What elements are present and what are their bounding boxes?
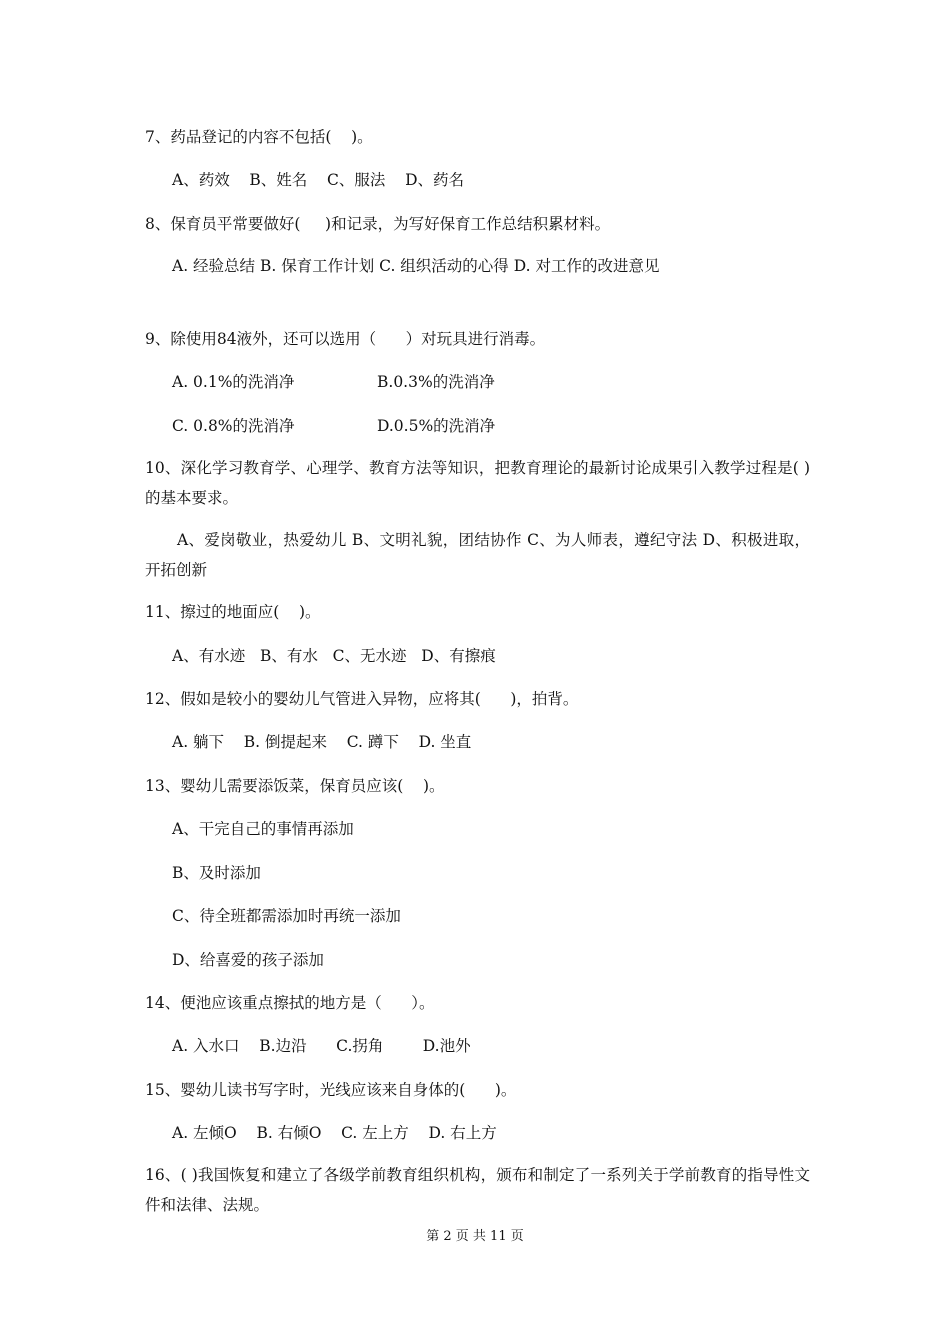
question-14-options: A. 入水口 B.边沿 C.拐角 D.池外: [172, 1037, 471, 1055]
question-16-stem: 16、( )我国恢复和建立了各级学前教育组织机构，颁布和制定了一系列关于学前教育的指导性文件和法律、法规。: [145, 1166, 810, 1214]
question-9-option-d: D.0.5%的洗消净: [377, 417, 496, 435]
question-15-options: A. 左倾O B. 右倾O C. 左上方 D. 右上方: [172, 1124, 497, 1142]
question-13-option-c: C、待全班都需添加时再统一添加: [172, 907, 401, 925]
question-8-options: A. 经验总结 B. 保育工作计划 C. 组织活动的心得 D. 对工作的改进意见: [172, 257, 660, 275]
question-10-options: A、爱岗敬业，热爱幼儿 B、文明礼貌，团结协作 C、为人师表，遵纪守法 D、积极进取，开拓创新: [145, 531, 810, 579]
question-15-stem: 15、婴幼儿读书写字时，光线应该来自身体的( )。: [145, 1081, 517, 1099]
question-13-stem: 13、婴幼儿需要添饭菜，保育员应该( )。: [145, 777, 445, 795]
question-12-options: A. 躺下 B. 倒提起来 C. 蹲下 D. 坐直: [172, 733, 472, 751]
question-10-stem: 10、深化学习教育学、心理学、教育方法等知识，把教育理论的最新讨论成果引入教学过程是( )的基本要求。: [145, 459, 810, 507]
question-13-option-d: D、给喜爱的孩子添加: [172, 951, 324, 969]
question-7-options: A、药效 B、姓名 C、服法 D、药名: [172, 171, 464, 189]
question-7-stem: 7、药品登记的内容不包括( )。: [145, 128, 373, 146]
question-11-options: A、有水迹 B、有水 C、无水迹 D、有擦痕: [172, 647, 496, 665]
question-9-stem: 9、除使用84液外，还可以选用（ ）对玩具进行消毒。: [145, 330, 546, 348]
question-14-stem: 14、便池应该重点擦拭的地方是（ ）。: [145, 994, 435, 1012]
question-8-stem: 8、保育员平常要做好( )和记录，为写好保育工作总结积累材料。: [145, 215, 611, 233]
question-13-option-b: B、及时添加: [172, 864, 261, 882]
page-number-footer: 第 2 页 共 11 页: [426, 1229, 524, 1244]
question-12-stem: 12、假如是较小的婴幼儿气管进入异物，应将其( )，拍背。: [145, 690, 579, 708]
question-13-option-a: A、干完自己的事情再添加: [172, 820, 354, 838]
question-9-option-a: A. 0.1%的洗消净: [172, 373, 295, 391]
question-11-stem: 11、擦过的地面应( )。: [145, 603, 321, 621]
question-9-option-c: C. 0.8%的洗消净: [172, 417, 295, 435]
question-9-option-b: B.0.3%的洗消净: [377, 373, 495, 391]
